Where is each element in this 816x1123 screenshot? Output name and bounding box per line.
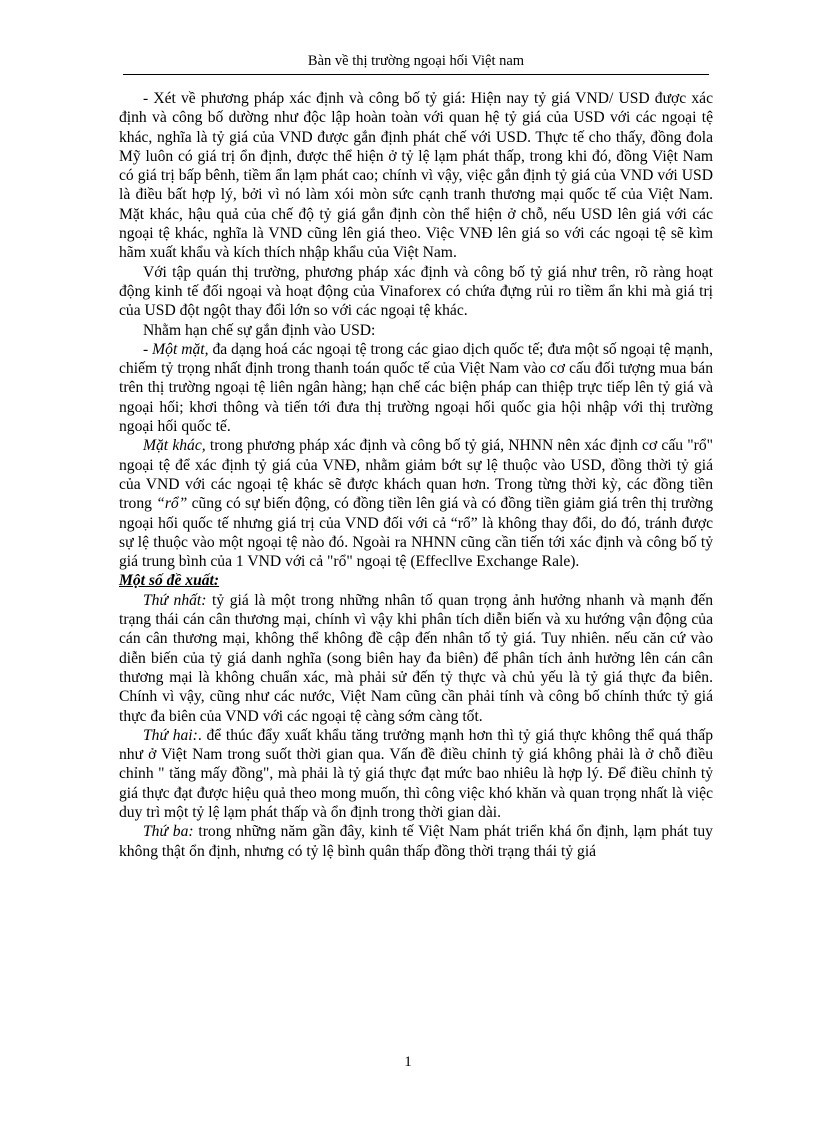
paragraph-market-practice: Với tập quán thị trường, phương pháp xác định và công bố tỷ giá như trên, rõ ràng hoạt động kinh tế đối ngoại và hoạt động của Vinaforex có chứa đựng rủi ro tiềm ẩn khi mà giá trị của USD đột ngột thay đổi lớn so với các ngoại tệ khác. (119, 263, 713, 320)
second-text: . để thúc đẩy xuất khẩu tăng trưởng mạnh hơn thì tỷ giá thực không thể quá thấp như ở Việt Nam trong suốt thời gian qua. Vấn đề điều chỉnh tỷ giá không phải là ở chỗ điều chỉnh " tăng mấy đồng", mà phải là tỷ giá thực đạt mức bao nhiêu là hợp lý. Để điều chỉnh tỷ giá thực đạt được hiệu quả theo mong muốn, thì công việc khó khăn và quan trọng nhất là việc duy trì một tỷ lệ lạm phát thấp và ổn định trong thời gian dài. (119, 726, 713, 821)
paragraph-limit-usd-peg: Nhằm hạn chế sự gắn định vào USD: (143, 321, 376, 339)
document-body (119, 89, 713, 861)
page-number: 1 (404, 1054, 412, 1070)
first-lead: Thứ nhất: (143, 591, 207, 609)
basket-term: “rổ” (156, 495, 188, 513)
paragraph-one-hand (119, 340, 713, 436)
paragraph-exchange-rate-method: - Xét về phương pháp xác định và công bố tỷ giá: Hiện nay tỷ giá VND/ USD được xác định và công bố dường như độc lập hoàn toàn với quan hệ tỷ giá của USD với các ngoại tệ khác, nghĩa là tỷ giá của VND được gắn định phát chế với USD. Thực tế cho thấy, đồng đola Mỹ luôn có giá trị ổn định, được thể hiện ở tỷ lệ lạm phát thấp, trong khi đó, đồng Việt Nam có giá trị bấp bênh, tiềm ẩn lạm phát cao; chính vì vậy, việc gắn định tỷ giá của VND với USD là điều bất hợp lý, bởi vì nó làm xói mòn sức cạnh tranh thương mại quốc tế của Việt Nam. Mặt khác, hậu quả của chế độ tỷ giá gắn định còn thể hiện ở chỗ, nếu USD lên giá với các ngoại tệ khác, nghĩa là VND cũng lên giá theo. Việc VNĐ lên giá so với các ngoại tệ sẽ kìm hãm xuất khẩu và kích thích nhập khẩu của Việt Nam. (119, 90, 713, 262)
other-hand-lead: Mặt khác, (143, 437, 206, 455)
one-hand-text: đa dạng hoá các ngoại tệ trong các giao dịch quốc tế; đưa một số ngoại tệ mạnh, chiếm tỷ trọng nhất định trong thanh toán quốc tế của Việt Nam vào cơ cấu đối tượng mua bán trên thị trường ngoại tệ liên ngân hàng; hạn chế các biện pháp can thiệp trực tiếp lên tỷ giá và ngoại hối; khơi thông và tiến tới đưa thị trường ngoại hối quốc gia hội nhập với thị trường ngoại hối quốc tế. (119, 340, 713, 436)
one-hand-lead: - Một mặt, (143, 340, 209, 358)
page-header: Bàn về thị trường ngoại hối Việt nam (307, 53, 525, 69)
proposals-heading: Một số đề xuất: (119, 572, 220, 590)
third-text: trong những năm gần đây, kinh tế Việt Nam phát triển khá ổn định, lạm phát tuy không thật ổn định, nhưng có tỷ lệ bình quân thấp đồng thời trạng thái tỷ giá (119, 823, 713, 860)
paragraph-first-proposal (119, 591, 713, 726)
paragraph-second-proposal (119, 726, 713, 822)
third-lead: Thứ ba: (143, 823, 194, 841)
first-text: tỷ giá là một trong những nhân tố quan trọng ảnh hưởng nhanh và mạnh đến trạng thái cán cân thương mại, chính vì vậy khi phân tích diễn biến và xu hướng vận động của cán cân thương mại, không thể không đề cập đến nhân tố tỷ giá. Tuy nhiên. nếu căn cứ vào diễn biến của tỷ giá danh nghĩa (song biên hay đa biên) để phân tích ảnh hưởng lên cán cân thương mại là không chuẩn xác, mà phải sử đến tỷ thực và chủ yếu là tỷ giá thực đa biên. Chính vì vậy, cũng như các nước, Việt Nam cũng cần phải tính và công bố chính thức tỷ giá thực đa biên của VND với các ngoại tệ càng sớm càng tốt. (119, 591, 713, 725)
paragraph-third-proposal (119, 822, 713, 861)
other-hand-text-a: trong phương pháp xác định và công bố tỷ giá, NHNN nên xác định cơ cấu "rổ" ngoại tệ để xác định tỷ giá của VNĐ, nhằm giảm bớt sự lệ thuộc vào USD, đồng thời tỷ giá của VND với các ngoại tệ khác sẽ được khách quan hơn. Trong từng thời kỳ, các đồng tiền trong (119, 437, 713, 513)
header-divider (123, 74, 709, 75)
section-heading-proposals (119, 571, 713, 590)
other-hand-text-b: cũng có sự biến động, có đồng tiền lên giá và có đồng tiền giảm giá trên thị trường ngoại hối quốc tế nhưng giá trị của VND đối với cả “rổ” là không thay đổi, do đó, tránh được sự lệ thuộc vào một ngoại tệ nào đó. Ngoài ra NHNN cũng cần tiến tới xác định và công bố tỷ giá trung bình của 1 VND với cả "rổ" ngoại tệ (Effecllve Exchange Rale). (119, 495, 713, 571)
second-lead: Thứ hai: (143, 726, 198, 744)
paragraph-other-hand (119, 436, 713, 571)
